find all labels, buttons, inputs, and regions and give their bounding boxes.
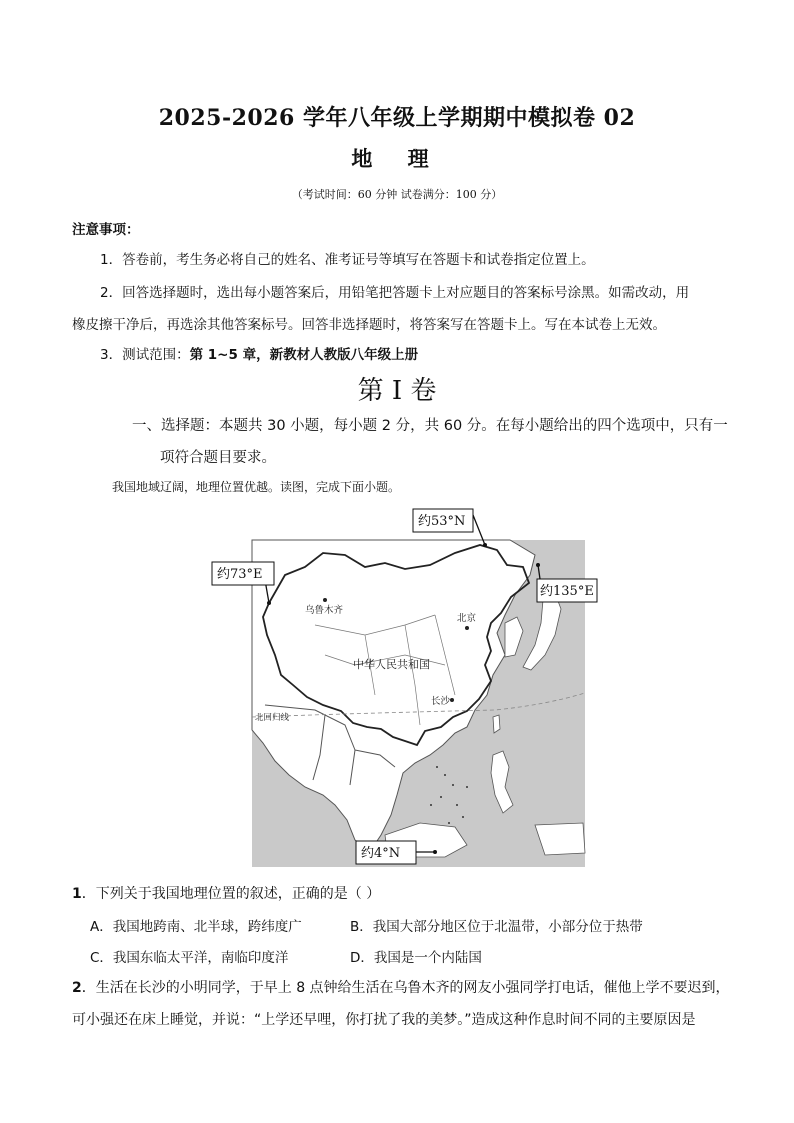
question-2-text-line-1: ．生活在长沙的小明同学，于早上 8 点钟给生活在乌鲁木齐的网友小强同学打电话，催他上学不要迟到，	[81, 980, 730, 996]
urumqi-marker	[323, 598, 327, 602]
question-1-stem	[72, 883, 380, 903]
notice-heading: 注意事项：	[72, 222, 140, 238]
notice-item-2-line-1: 2．回答选择题时，选出每小题答案后，用铅笔把答题卡上对应题目的答案标号涂黑。如需改动，用	[100, 285, 690, 301]
notice-item-2-line-2: 橡皮擦干净后，再选涂其他答案标号。回答非选择题时，将答案写在答题卡上。写在本试卷上无效。	[72, 317, 666, 333]
question-1-option-c[interactable]: C．我国东临太平洋，南临印度洋	[90, 950, 289, 966]
question-2-number: 2	[72, 980, 82, 996]
paper-title: 2025-2026 学年八年级上学期期中模拟卷 02	[158, 105, 636, 131]
east-callout-text: 约135°E	[540, 584, 594, 599]
east-extreme-point	[536, 563, 540, 567]
exam-info: （考试时间：60 分钟 试卷满分：100 分）	[291, 188, 503, 201]
question-1-option-d[interactable]: D．我国是一个内陆国	[350, 950, 482, 966]
label-changsha: 长沙	[431, 696, 451, 707]
south-extreme-point	[433, 850, 437, 854]
south-callout-text: 约4°N	[361, 846, 401, 861]
question-1-text: ．下列关于我国地理位置的叙述，正确的是（ ）	[81, 886, 381, 902]
notice-item-1: 1．答卷前，考生务必将自己的姓名、准考证号等填写在答题卡和试卷指定位置上。	[100, 252, 595, 268]
map-svg	[205, 505, 605, 870]
question-intro: 我国地域辽阔，地理位置优越。读图，完成下面小题。	[112, 480, 401, 494]
label-country: 中华人民共和国	[353, 658, 430, 671]
question-1-number: 1	[72, 886, 82, 902]
section-instructions-line-2: 项符合题目要求。	[160, 450, 276, 466]
west-callout-text: 约73°E	[217, 567, 263, 582]
question-2-stem-line-1	[72, 977, 730, 997]
china-location-map	[205, 505, 605, 870]
question-2-stem-line-2: 可小强还在床上睡觉，并说：“上学还早哩，你打扰了我的美梦。”造成这种作息时间不同的主要原因是	[72, 1012, 696, 1028]
label-urumqi: 乌鲁木齐	[305, 605, 344, 616]
subject-title: 地 理	[351, 146, 443, 171]
changsha-marker	[450, 698, 454, 702]
notice-item-3	[100, 343, 418, 363]
notice-item-3-prefix: 3．测试范围：	[100, 347, 190, 363]
section-instructions-line-1: 一、选择题：本题共 30 小题，每小题 2 分，共 60 分。在每小题给出的四个选项中，只有一	[132, 418, 728, 434]
north-callout-text: 约53°N	[418, 514, 466, 529]
part-title: 第 I 卷	[357, 376, 437, 406]
north-extreme-point	[483, 543, 487, 547]
beijing-marker	[465, 626, 469, 630]
question-1-option-a[interactable]: A．我国地跨南、北半球，跨纬度广	[90, 919, 302, 935]
notice-item-3-scope: 第 1~5 章，新教材人教版八年级上册	[189, 347, 419, 363]
west-extreme-point	[267, 601, 271, 605]
question-1-option-b[interactable]: B．我国大部分地区位于北温带，小部分位于热带	[350, 919, 643, 935]
label-tropic: 北回归线	[255, 713, 290, 723]
label-beijing: 北京	[457, 613, 477, 624]
